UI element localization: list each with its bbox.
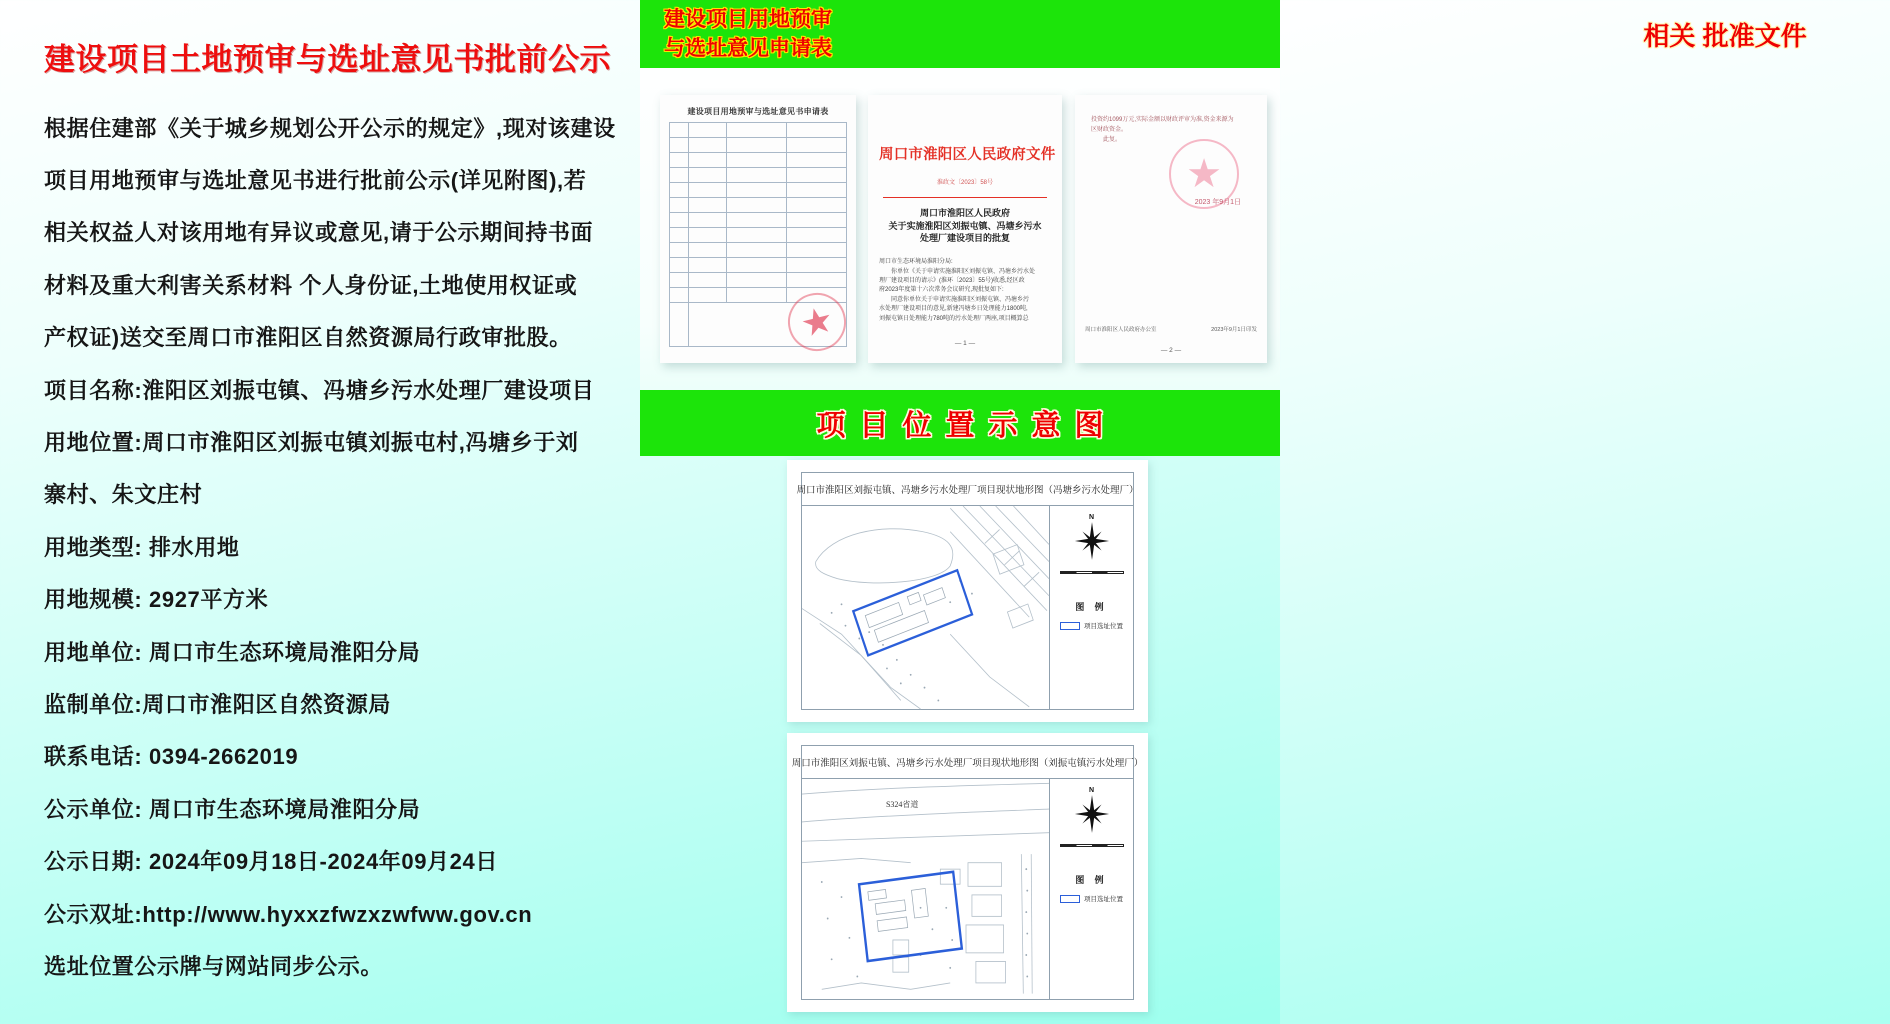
map-title: 周口市淮阳区刘振屯镇、冯塘乡污水处理厂项目现状地形图（刘振屯镇污水处理厂） xyxy=(791,759,1144,769)
page-title: 建设项目土地预审与选址意见书批前公示 xyxy=(44,42,611,77)
notice-line-location2: 寨村、朱文庄村 xyxy=(44,482,203,508)
gov-doc-p2-line: 投资约1099万元,实际金额以财政评审为准,资金来源为 xyxy=(1091,117,1234,123)
notice-line-location: 用地位置:周口市淮阳区刘振屯镇刘振屯村,冯塘乡于刘 xyxy=(44,430,579,456)
scale-bar xyxy=(1060,844,1124,847)
gov-doc-body-line: 你单位《关于申请实施淮阳区刘振屯镇、冯塘乡污水处 xyxy=(891,268,1036,275)
map-title-row xyxy=(796,473,1139,506)
gov-doc-body-line: 同意你单位关于申请实施淮阳区刘振屯镇、冯塘乡污 xyxy=(891,296,1030,303)
notice-line: 材料及重大利害关系材料 个人身份证,土地使用权证或 xyxy=(44,272,578,298)
notice-line-sync: 选址位置公示牌与网站同步公示。 xyxy=(44,953,384,979)
map-sidebar xyxy=(1049,506,1133,709)
map-frame xyxy=(796,472,1139,710)
gov-approval-document-page2 xyxy=(1075,95,1267,363)
documents-strip xyxy=(640,68,1280,390)
gov-doc-title-line: 周口市淮阳区人民政府 xyxy=(919,208,1010,218)
topographic-drawing xyxy=(802,779,1049,999)
notice-line: 根据住建部《关于城乡规划公开公示的规定》,现对该建设 xyxy=(44,115,616,141)
notice-line-land-type: 用地类型: 排水用地 xyxy=(44,534,240,560)
banner-left-title xyxy=(664,5,832,63)
gov-doc-number: 淮政文〔2023〕58号 xyxy=(936,180,994,186)
red-rule-divider xyxy=(883,197,1047,198)
legend-swatch-parcel xyxy=(1060,895,1080,903)
map-sidebar xyxy=(1049,779,1133,999)
seal-date: 2023 年9月1日 xyxy=(1194,199,1241,206)
notice-line-land-unit: 用地单位: 周口市生态环境局淮阳分局 xyxy=(44,639,421,665)
map-section-banner xyxy=(640,390,1280,456)
compass-star xyxy=(1074,521,1110,561)
map-canvas xyxy=(802,506,1049,709)
topographic-drawing xyxy=(802,506,1049,709)
notice-line-url: 公示双址:http://www.hyxxzfwzxzwfww.gov.cn xyxy=(44,901,533,927)
map-canvas xyxy=(802,779,1049,999)
banner-right-title: 相关 批准文件 xyxy=(1643,20,1807,51)
map-legend xyxy=(1060,873,1123,903)
gov-doc-p2-line: 此复。 xyxy=(1103,137,1122,143)
notice-line: 项目用地预审与选址意见书进行批前公示(详见附图),若 xyxy=(44,168,587,194)
compass-north-label: N xyxy=(1088,787,1095,794)
page-number: — 2 — xyxy=(1160,347,1182,354)
gov-doc-title xyxy=(879,207,1051,245)
gov-doc-footer-office: 周口市淮阳区人民政府办公室 xyxy=(1085,327,1157,333)
notice-line-dates: 公示日期: 2024年09月18日-2024年09月24日 xyxy=(44,849,498,875)
notice-line-publisher: 公示单位: 周口市生态环境局淮阳分局 xyxy=(44,796,421,822)
gov-doc-footer-date: 2023年9月1日印发 xyxy=(1211,327,1257,333)
gov-doc-body xyxy=(879,268,1051,324)
legend-label: 项目选址位置 xyxy=(1084,623,1123,630)
map-title-row xyxy=(791,746,1144,779)
gov-doc-header: 周口市淮阳区人民政府文件 xyxy=(879,147,1056,163)
site-map-fengtang xyxy=(787,460,1148,722)
legend-title: 图 例 xyxy=(1075,875,1108,885)
map-legend xyxy=(1060,600,1123,630)
star-icon: ★ xyxy=(1186,152,1222,196)
compass-north-label: N xyxy=(1088,514,1095,521)
notice-line-project-name: 项目名称:淮阳区刘振屯镇、冯塘乡污水处理厂建设项目 xyxy=(44,377,595,403)
gov-approval-document xyxy=(868,95,1062,363)
gov-doc-title-line: 处理厂建设项目的批复 xyxy=(919,233,1010,243)
compass-rose-icon xyxy=(1074,514,1110,561)
compass-rose-icon xyxy=(1074,787,1110,834)
star-icon: ★ xyxy=(796,297,838,346)
gov-doc-body-line: 水处理厂建设项目的意见,新建冯塘乡日处理能力1800吨, xyxy=(879,306,1028,313)
banner-left-line2: 与选址意见申请表 xyxy=(664,37,832,60)
road-label: S324省道 xyxy=(885,800,919,809)
application-form-document xyxy=(660,95,856,363)
top-banner xyxy=(640,0,1807,68)
scale-bar xyxy=(1060,571,1124,574)
notice-line-supervisor: 监制单位:周口市淮阳区自然资源局 xyxy=(44,691,391,717)
notice-line: 产权证)送交至周口市淮阳区自然资源局行政审批股。 xyxy=(44,325,572,351)
notice-line-phone: 联系电话: 0394-2662019 xyxy=(44,744,299,770)
map-title: 周口市淮阳区刘振屯镇、冯塘乡污水处理厂项目现状地形图（冯塘乡污水处理厂） xyxy=(796,486,1139,496)
page-number: — 1 — xyxy=(954,340,976,347)
legend-swatch-parcel xyxy=(1060,622,1080,630)
compass-star xyxy=(1074,794,1110,834)
gov-doc-salutation: 周口市生态环境局淮阳分局: xyxy=(879,258,953,265)
gov-doc-footer xyxy=(1085,325,1257,333)
project-parcel-outline xyxy=(859,872,962,961)
application-form-title: 建设项目用地预审与选址意见书申请表 xyxy=(687,107,829,116)
gov-doc-body-line: 理厂建设项目的请示》(淮环〔2023〕55号)收悉,经区政 xyxy=(879,277,1025,284)
notice-line-land-size: 用地规模: 2927平方米 xyxy=(44,587,269,613)
legend-label: 项目选址位置 xyxy=(1084,896,1123,903)
notice-body xyxy=(44,101,622,992)
legend-title: 图 例 xyxy=(1075,602,1108,612)
gov-doc-p2-line: 区财政资金。 xyxy=(1091,127,1128,133)
gov-doc-title-line: 关于实施淮阳区刘振屯镇、冯塘乡污水 xyxy=(888,220,1042,231)
notice-line: 相关权益人对该用地有异议或意见,请于公示期间持书面 xyxy=(44,220,594,246)
site-map-liuzhentun xyxy=(787,733,1148,1012)
gov-doc-body-line: 府2023年度第十六次常务会议研究,现批复如下: xyxy=(879,287,1004,294)
gov-doc-body-line: 刘振屯镇日处理能力780吨的污水处理厂两座,项目概算总 xyxy=(879,315,1029,322)
banner-left-line1: 建设项目用地预审 xyxy=(664,8,832,31)
map-frame xyxy=(791,745,1144,1000)
map-section-title: 项目位置示意图 xyxy=(816,409,1118,442)
notice-text-panel xyxy=(0,0,640,1024)
